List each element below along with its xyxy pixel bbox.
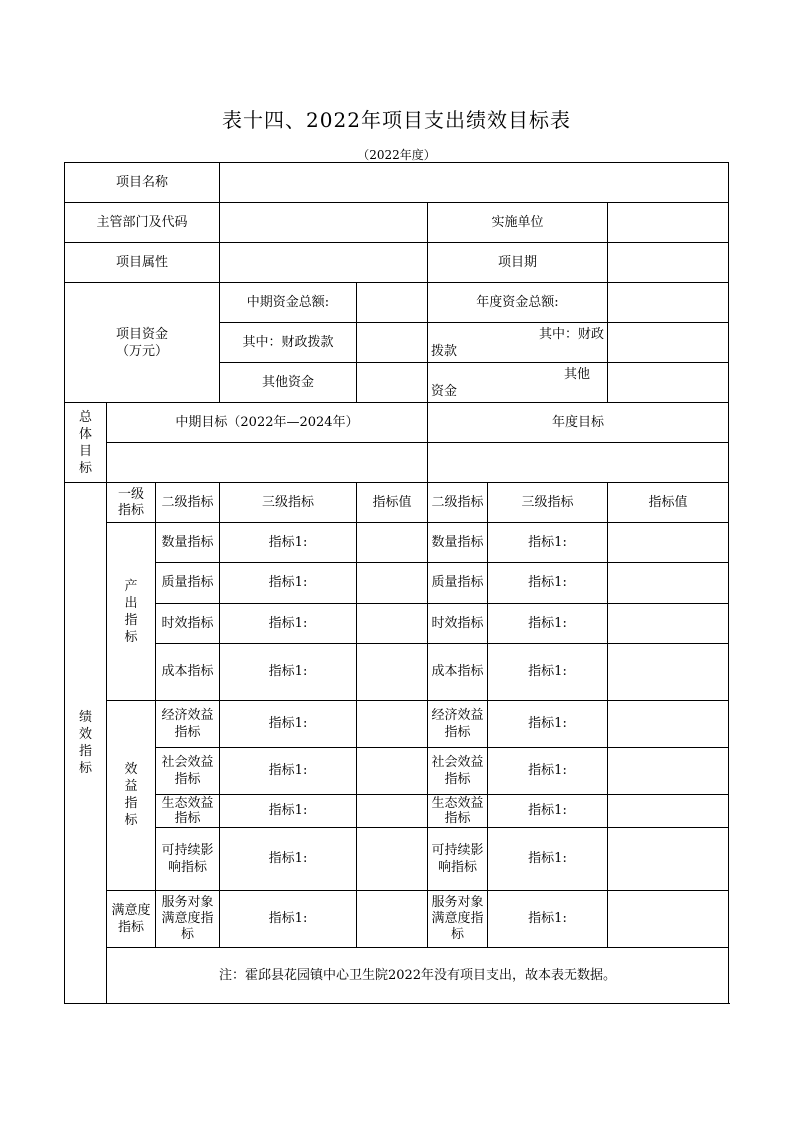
economic-indicator-mid: 指标1: [220,700,357,747]
cost-label-year: 成本指标 [428,643,488,700]
timeliness-value-year [608,603,729,643]
value-mid-fiscal [357,323,428,363]
social-value-mid [357,747,428,794]
row-economic [65,700,729,747]
label-project-period: 项目期 [428,243,608,283]
label-mid-other: 其他资金 [220,363,357,403]
row-sustainability [65,827,729,890]
row-timeliness [65,603,729,643]
header-level3-mid: 三级指标 [220,483,357,523]
social-label-mid: 社会效益 指标 [156,747,220,794]
quality-value-year [608,563,729,603]
label-mid-total: 中期资金总额: [220,283,357,323]
funds-label: 项目资金 [115,326,168,342]
sustain-label-year: 可持续影 响指标 [428,827,488,890]
value-project-name [220,163,729,203]
social-indicator-mid: 指标1: [220,747,357,794]
service-value-mid [357,890,428,947]
quantity-indicator-year: 指标1: [488,523,608,563]
year-fiscal-line1: 其中：财政 [538,326,604,342]
label-mid-fiscal: 其中：财政拨款 [220,323,357,363]
quality-label-year: 质量指标 [428,563,488,603]
row-attr [65,243,729,283]
eco-indicator-year: 指标1: [488,794,608,827]
performance-target-table [64,162,729,1004]
label-performance-indicators: 绩效指标 [65,483,107,1004]
cost-indicator-year: 指标1: [488,643,608,700]
row-overall-content [65,443,729,483]
timeliness-label-mid: 时效指标 [156,603,220,643]
year-fiscal-line2: 拨款 [431,343,458,359]
label-output-indicators: 产出指标 [107,523,156,700]
value-dept-code [220,203,428,243]
eco-value-mid [357,794,428,827]
label-mid-goal: 中期目标（2022年—2024年） [107,403,428,443]
row-social [65,747,729,794]
economic-label-year: 经济效益 指标 [428,700,488,747]
row-ecological [65,794,729,827]
label-year-total: 年度资金总额: [428,283,608,323]
social-indicator-year: 指标1: [488,747,608,794]
year-other-line1: 其他 [563,366,590,382]
value-year-other [608,363,729,403]
label-year-fiscal [428,323,608,363]
economic-value-year [608,700,729,747]
service-indicator-mid: 指标1: [220,890,357,947]
timeliness-value-mid [357,603,428,643]
header-level1: 一级指标 [107,483,156,523]
service-label-year: 服务对象 满意度指 标 [428,890,488,947]
quantity-label-mid: 数量指标 [156,523,220,563]
row-satisfaction [65,890,729,947]
row-quality [65,563,729,603]
table-note: 注：霍邱县花园镇中心卫生院2022年没有项目支出，故本表无数据。 [107,947,729,1003]
quantity-value-year [608,523,729,563]
sustain-indicator-mid: 指标1: [220,827,357,890]
value-mid-total [357,283,428,323]
funds-unit: （万元） [115,343,168,359]
page-title: 表十四、2022年项目支出绩效目标表 [222,108,571,132]
timeliness-indicator-mid: 指标1: [220,603,357,643]
row-funds-total [65,283,729,323]
cost-label-mid: 成本指标 [156,643,220,700]
sustain-label-mid: 可持续影 响指标 [156,827,220,890]
value-project-period [608,243,729,283]
row-perf-header [65,483,729,523]
label-year-goal: 年度目标 [428,403,729,443]
header-value-mid: 指标值 [357,483,428,523]
label-impl-unit: 实施单位 [428,203,608,243]
label-project-attr: 项目属性 [65,243,220,283]
timeliness-indicator-year: 指标1: [488,603,608,643]
cost-value-year [608,643,729,700]
quality-indicator-year: 指标1: [488,563,608,603]
row-note [65,947,729,1003]
service-indicator-year: 指标1: [488,890,608,947]
quality-label-mid: 质量指标 [156,563,220,603]
row-dept [65,203,729,243]
eco-label-mid: 生态效益 指标 [156,794,220,827]
eco-label-year: 生态效益 指标 [428,794,488,827]
label-project-name: 项目名称 [65,163,220,203]
service-value-year [608,890,729,947]
quality-value-mid [357,563,428,603]
eco-indicator-mid: 指标1: [220,794,357,827]
quantity-indicator-mid: 指标1: [220,523,357,563]
service-label-mid: 服务对象 满意度指 标 [156,890,220,947]
quantity-value-mid [357,523,428,563]
sustain-indicator-year: 指标1: [488,827,608,890]
row-overall-header [65,403,729,443]
label-satisfaction-indicators: 满意度 指标 [107,890,156,947]
social-label-year: 社会效益 指标 [428,747,488,794]
cost-value-mid [357,643,428,700]
timeliness-label-year: 时效指标 [428,603,488,643]
sustain-value-year [608,827,729,890]
page-subtitle: （2022年度） [357,148,436,162]
row-quantity [65,523,729,563]
label-dept-code: 主管部门及代码 [65,203,220,243]
label-year-other [428,363,608,403]
economic-value-mid [357,700,428,747]
header-level3-year: 三级指标 [488,483,608,523]
label-overall-goal: 总体目标 [65,403,107,483]
label-project-funds [65,283,220,403]
header-level2-year: 二级指标 [428,483,488,523]
value-year-goal [428,443,729,483]
label-benefit-indicators: 效益指标 [107,700,156,890]
quantity-label-year: 数量指标 [428,523,488,563]
header-level2-mid: 二级指标 [156,483,220,523]
row-project-name [65,163,729,203]
header-value-year: 指标值 [608,483,729,523]
year-other-line2: 资金 [431,383,458,399]
eco-value-year [608,794,729,827]
cost-indicator-mid: 指标1: [220,643,357,700]
value-impl-unit [608,203,729,243]
value-year-total [608,283,729,323]
economic-label-mid: 经济效益 指标 [156,700,220,747]
value-mid-other [357,363,428,403]
value-year-fiscal [608,323,729,363]
value-mid-goal [107,443,428,483]
row-cost [65,643,729,700]
sustain-value-mid [357,827,428,890]
quality-indicator-mid: 指标1: [220,563,357,603]
social-value-year [608,747,729,794]
economic-indicator-year: 指标1: [488,700,608,747]
value-project-attr [220,243,428,283]
